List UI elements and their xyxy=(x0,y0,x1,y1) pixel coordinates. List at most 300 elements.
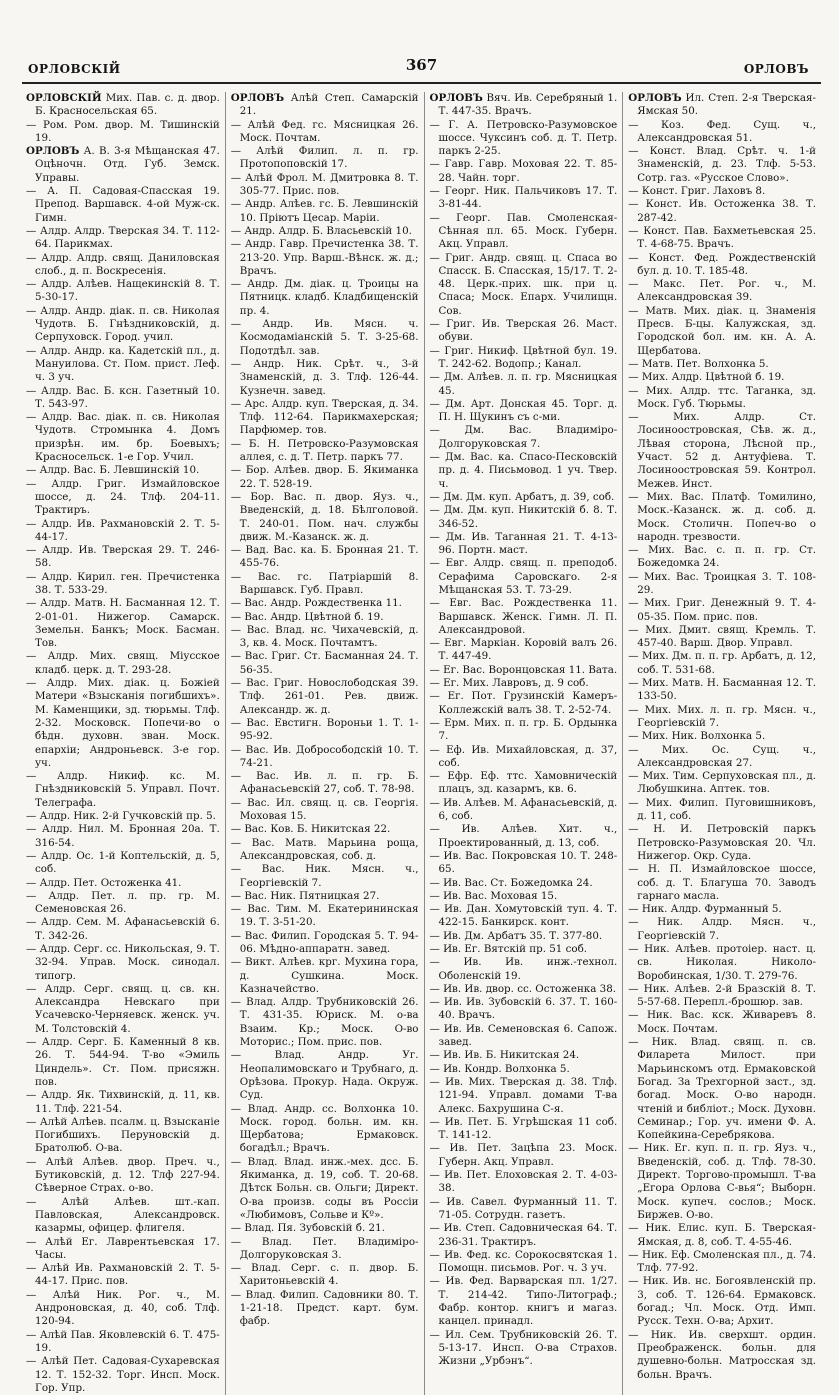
entry-text: — Ив. Савел. Фурманный 11. Т. 71-05. Сотрудн. газетъ. xyxy=(429,1195,618,1221)
entry-text: — А. П. Садовая-Спасская 19. Препод. Варшавск. 4-ой Муж-ск. Гимн. xyxy=(26,185,220,224)
directory-entry xyxy=(26,1236,220,1263)
directory-entry xyxy=(26,252,220,279)
column-4 xyxy=(622,92,821,1395)
entry-text: — Ил. Сем. Трубниковскій 26. Т. 5-13-17. Инсп. О-ва Страхов. Жизни „Урбэнъ“. xyxy=(429,1328,618,1368)
entry-text: Вяч. Ив. Серебряный 1. Т. 447-35. Врачъ. xyxy=(438,92,618,118)
entry-text: — Дм. Ив. Таганная 21. Т. 4-13-96. Портн. маст. xyxy=(429,530,618,557)
directory-entry xyxy=(26,278,220,305)
directory-entry xyxy=(628,770,816,797)
entry-text: — Андр. Дм. діак. ц. Троицы на Пятницк. кладб. Кладбищенскій пр. 4. xyxy=(230,278,419,317)
entry-text: — Алдр. Мих. діак. ц. Божіей Матери «Взысканія погибшихъ». М. Каменщики, зд. тюрьмы. Тлф. 2-32. Московск. Попечи-во о бѣдн. духовн. зван. Моск. епархіи; Андроньевск. 3-е гор. уч. xyxy=(26,677,220,769)
entry-text: — Ник. Алѣев. 2-й Бразскій 8. Т. 5-57-68. Перепл.-брошюр. зав. xyxy=(628,982,816,1009)
entry-text: — Алдр. Серг. Б. Каменный 8 кв. 26. Т. 544-94. Т-во «Эмиль Циндель». Ст. Пом. присяжн. пов. xyxy=(26,1036,220,1088)
directory-entry xyxy=(430,1196,618,1223)
directory-entry xyxy=(231,1049,419,1102)
entry-text: — Н. П. Измайловское шоссе, соб. д. Т. Благуша 70. Заводъ гарнаго масла. xyxy=(628,863,816,902)
directory-entry xyxy=(430,664,618,677)
entry-text: — Ник. Алдр. Фурманный 5. xyxy=(628,903,782,916)
entry-text: — Мих. Алдр. Цвѣтной б. 19. xyxy=(628,371,785,384)
directory-entry xyxy=(26,1329,220,1356)
header-rule xyxy=(22,82,821,84)
entry-text: — Алѣй Пет. Садовая-Сухаревская 12. Т. 152-32. Торг. Инсп. Моск. Гор. Упр. xyxy=(26,1355,220,1394)
entry-text: Мих. Пав. с. д. двор. Б. Красносельская 65. xyxy=(35,92,220,118)
entry-text: — Евг. Маркіан. Коровій валъ 26. Т. 447-49. xyxy=(429,637,618,663)
directory-entry xyxy=(231,225,419,238)
directory-entry xyxy=(430,158,618,185)
entry-text: — Г. А. Петровско-Разумовское шоссе. Чуксинъ соб. д. Т. Петр. паркъ 2-25. xyxy=(429,118,618,158)
directory-entry xyxy=(231,571,419,598)
directory-entry xyxy=(26,1289,220,1329)
directory-entry xyxy=(628,411,816,491)
directory-entry xyxy=(628,704,816,731)
directory-entry xyxy=(628,571,816,598)
entry-text: — Алдр. Пет. Остоженка 41. xyxy=(26,876,182,889)
directory-entry xyxy=(430,1063,618,1076)
directory-entry xyxy=(231,930,419,957)
directory-entry xyxy=(231,650,419,677)
directory-entry xyxy=(628,1222,816,1249)
directory-entry xyxy=(26,185,220,225)
directory-entry xyxy=(231,145,419,172)
directory-entry xyxy=(26,677,220,770)
entry-text: — Ив. Алѣев. М. Афанасьевскій, д. 6, соб. xyxy=(429,796,618,823)
directory-entry xyxy=(430,451,618,491)
directory-entry xyxy=(430,398,618,425)
entry-text: — Конст. Влад. Срѣт. ч. 1-й Знаменскій, д. 23. Тлф. 5-53. Сотр. газ. «Русское Слово». xyxy=(628,145,816,184)
directory-entry xyxy=(628,371,816,384)
directory-entry xyxy=(430,943,618,956)
entry-text: — Алѣй Ив. Рахмановскій 2. Т. 5-44-17. Прис. пов. xyxy=(26,1262,220,1288)
entry-text: — Вас. Ник. Пятницкая 27. xyxy=(230,889,380,902)
entry-text: — Григ. Ив. Тверская 26. Маст. обуви. xyxy=(429,318,618,344)
entry-text: — Георг. Пав. Смоленская-Сѣнная пл. 65. Моск. Губерн. Акц. Управл. xyxy=(429,211,618,251)
directory-entry xyxy=(430,212,618,252)
directory-entry xyxy=(231,597,419,610)
directory-entry xyxy=(26,411,220,464)
directory-entry xyxy=(430,996,618,1023)
directory-entry xyxy=(231,278,419,318)
entry-text: — Мих. Ник. Волхонка 5. xyxy=(628,730,766,743)
directory-entry xyxy=(26,810,220,823)
entry-text: — Мих. Вас. Платф. Томилино, Моск.-Казанск. ж. д. соб. д. Моск. Столичн. Попеч-во о народн. трезвости. xyxy=(628,490,816,543)
entry-text: — Ром. Ром. двор. М. Тишинскій 19. xyxy=(26,118,220,144)
entry-text: — Вас. Влад. нс. Чихачевскій, д. 3, кв. 4. Моск. Почтамтъ. xyxy=(230,623,419,650)
directory-entry xyxy=(26,1156,220,1196)
directory-entry xyxy=(231,1262,419,1289)
entry-text: — Алдр. Сем. М. Афанасьевскій 6. Т. 342-26. xyxy=(26,916,220,942)
entry-text: — Алѣй Пав. Яковлевскій 6. Т. 475-19. xyxy=(26,1328,220,1354)
entry-text: — Ив. Ив. двор. сс. Остоженка 38. xyxy=(429,982,617,995)
entry-text: — Мих. Алдр. Ст. Лосиноостровская, Сѣв. ж. д., Лѣвая сторона, Лѣсной пр., Участ. 52 д. Антуфіева. Т. Лосиноостровская 59. Контрол. Межев. Инст. xyxy=(628,411,816,490)
directory-entry xyxy=(26,850,220,877)
directory-entry xyxy=(430,557,618,597)
entry-text: — Макс. Пет. Рог. ч., М. Александровская 39. xyxy=(628,278,816,304)
entry-text: — Алдр. Алѣев. Нащекинскій 8. Т. 5-30-17. xyxy=(26,278,220,304)
entry-text: — Алѣй Алѣев. шт.-кап. Павловская, Александровск. казармы, офицер. флигеля. xyxy=(26,1195,220,1235)
directory-entry xyxy=(430,797,618,824)
page-number: 367 xyxy=(405,56,438,74)
directory-entry xyxy=(430,1222,618,1249)
directory-entry xyxy=(430,1142,618,1169)
directory-entry xyxy=(628,119,816,146)
entry-text: — Георг. Ник. Пальчиковъ 17. Т. 3-81-44. xyxy=(429,185,618,211)
directory-entry xyxy=(628,305,816,358)
directory-columns xyxy=(26,92,821,1394)
directory-entry xyxy=(628,624,816,651)
entry-text: — Алѣй Ег. Лаврентьевская 17. Часы. xyxy=(26,1235,220,1261)
entry-text: — Мих. Дмит. свящ. Кремль. Т. 457-40. Варш. Двор. Управл. xyxy=(628,623,816,650)
entry-text: — Влад. Филип. Садовники 80. Т. 1-21-18. Предст. карт. бум. фабр. xyxy=(230,1288,419,1328)
entry-text: — Ег. Пот. Грузинскій Камеръ-Коллежскій валъ 38. Т. 2-52-74. xyxy=(429,690,618,716)
directory-entry xyxy=(231,544,419,571)
directory-entry xyxy=(430,119,618,159)
directory-entry xyxy=(26,225,220,252)
column-2 xyxy=(225,92,424,1395)
entry-text: — Ник. Ег. куп. п. п. гр. Яуз. ч., Введенскій, соб. д. Тлф. 78-30. Директ. Торгово-промышл. Т-ва „Егора Орлова С-вья“; Выборн. Моск. купеч. сослов.; Моск. Биржев. О-во. xyxy=(628,1142,816,1221)
running-head-left: ОРЛОВСКІЙ xyxy=(28,62,121,76)
directory-entry xyxy=(26,916,220,943)
directory-entry xyxy=(26,544,220,571)
entry-text: — Алдр. Ос. 1-й Коптельскій, д. 5, соб. xyxy=(26,849,220,876)
entry-text: — Дм. Вас. ка. Спасо-Песковскій пр. д. 4. Письмовод. 1 уч. Твер. ч. xyxy=(429,451,618,490)
entry-text: — Андр. Алдр. Б. Власьевскій 10. xyxy=(230,224,412,237)
directory-entry xyxy=(231,172,419,199)
entry-text: — Алдр. Алдр. Тверская 34. Т. 112-64. Парикмах. xyxy=(26,224,220,251)
entry-text: — Евг. Алдр. свящ. п. преподоб. Серафима Саровскаго. 2-я Мѣщанская 53. Т. 73-29. xyxy=(429,557,618,596)
entry-text: — Вас. Григ. Ст. Басманная 24. Т. 56-35. xyxy=(230,650,419,676)
entry-text: — Вас. Филип. Городская 5. Т. 94-06. Мѣдно-аппаратн. завед. xyxy=(230,929,419,955)
directory-entry xyxy=(628,730,816,743)
entry-text: — Ник. Ив. нс. Богоявленскій пр. 3, соб. Т. 126-64. Ермаковск. богад.; Чл. Моск. Отд. Имп. Русск. Техн. О-ва; Архит. xyxy=(628,1275,816,1328)
entry-text: — Влад. Пет. Владиміро-Долгоруковская 3. xyxy=(230,1235,419,1261)
entry-text: — Ив. Вас. Моховая 15. xyxy=(429,889,558,902)
directory-entry xyxy=(430,1249,618,1276)
entry-text: — Вас. Андр. Цвѣтной б. 19. xyxy=(230,610,384,623)
directory-entry xyxy=(430,491,618,504)
directory-entry xyxy=(430,850,618,877)
surname-heading: ОРЛОВЪ xyxy=(628,92,682,104)
directory-entry xyxy=(628,198,816,225)
directory-entry xyxy=(628,677,816,704)
entry-text: — Вас. Андр. Рождественка 11. xyxy=(230,597,402,610)
directory-entry xyxy=(26,305,220,345)
directory-entry xyxy=(430,252,618,318)
entry-text: — Вас. Григ. Новослободская 39. Тлф. 261-01. Рев. движ. Александр. ж. д. xyxy=(230,677,419,716)
entry-text: — Ив. Ив. инж.-технол. Оболенскій 19. xyxy=(429,956,618,982)
directory-entry xyxy=(628,903,816,916)
directory-entry xyxy=(26,770,220,810)
entry-text: — Ив. Пет. Елоховская 2. Т. 4-03-38. xyxy=(429,1169,618,1195)
entry-text: — Алдр. Пет. л. пр. гр. М. Семеновская 26. xyxy=(26,889,220,916)
entry-text: — Ив. Фед. кс. Сорокосвятская 1. Помощн. письмов. Рог. ч. 3 уч. xyxy=(429,1248,618,1275)
entry-text: — Влад. Андр. Уг. Неопалимовскаго и Трубнаго, д. Орѣзова. Прокур. Нада. Окруж. Суд. xyxy=(230,1049,419,1102)
entry-text: — Ив. Дм. Арбатъ 35. Т. 377-80. xyxy=(429,929,603,942)
directory-entry xyxy=(628,491,816,544)
directory-entry xyxy=(430,92,618,119)
entry-text: — Гавр. Гавр. Моховая 22. Т. 85-28. Чайн. торг. xyxy=(429,158,618,184)
directory-entry xyxy=(231,677,419,717)
directory-entry xyxy=(26,345,220,385)
entry-text: — Ив. Ив. Зубовскій 6. 37. Т. 160-40. Врачъ. xyxy=(429,996,618,1022)
directory-entry xyxy=(430,504,618,531)
entry-text: — Ив. Пет. Зацѣпа 23. Моск. Губерн. Акц. Управл. xyxy=(429,1142,618,1168)
directory-entry xyxy=(26,650,220,677)
directory-entry xyxy=(231,956,419,996)
entry-text: — Алдр. Андр. ка. Кадетскій пл., д. Мануилова. Ст. Пом. прист. Леф. ч. 3 уч. xyxy=(26,344,220,384)
directory-entry xyxy=(628,92,816,119)
entry-text: — Алѣй Алѣев. двор. Преч. ч., Бутиковскій, д. 12. Тлф 227-94. Сѣверное Страх. о-во. xyxy=(26,1155,220,1195)
directory-entry xyxy=(430,890,618,903)
entry-text: — Еф. Ив. Михайловская, д. 37, соб. xyxy=(429,743,618,769)
entry-text: — Мих. Мих. л. п. гр. Мясн. ч., Георгіевскій 7. xyxy=(628,703,816,729)
directory-entry xyxy=(231,624,419,651)
directory-entry xyxy=(430,185,618,212)
entry-text: — Вас. Евстигн. Вороньи 1. Т. 1-95-92. xyxy=(230,716,419,743)
page-header xyxy=(22,56,821,78)
directory-entry xyxy=(26,385,220,412)
entry-text: — Матв. Мих. діак. ц. Знаменія Пресв. Б-цы. Калужская, зд. Городской бол. им. кн. А. А. Щербатова. xyxy=(628,304,816,357)
entry-text: — Ив. Ив. Б. Никитская 24. xyxy=(429,1049,580,1062)
entry-text: — Ив. Фед. Варварская пл. 1/27. Т. 214-42. Типо-Литограф.; Фабр. контор. книгъ и магаз. канцел. принадл. xyxy=(429,1275,618,1328)
entry-text: — Вас. Ив. л. п. гр. Б. Афанасьевскій 27, соб. Т. 78-98. xyxy=(230,770,419,796)
directory-entry xyxy=(26,1036,220,1089)
directory-entry xyxy=(430,371,618,398)
entry-text: — Н. И. Петровскій паркъ Петровско-Разумовская 20. Чл. Нижегор. Окр. Суда. xyxy=(628,823,816,862)
directory-entry xyxy=(231,198,419,225)
entry-text: — Б. Н. Петровско-Разумовская аллея, с. д. Т. Петр. паркъ 77. xyxy=(230,437,419,464)
directory-entry xyxy=(430,597,618,637)
directory-entry xyxy=(430,930,618,943)
entry-text: — Ег. Мих. Лавровъ, д. 9 соб. xyxy=(429,677,589,690)
entry-text: — Ив. Ив. Семеновская 6. Сапож. завед. xyxy=(429,1022,618,1049)
entry-text: — Вас. Ник. Мясн. ч., Георгіевскій 7. xyxy=(230,863,419,889)
entry-text: — Алѣй Фед. гс. Мясницкая 26. Моск. Почтам. xyxy=(230,118,419,144)
directory-entry xyxy=(628,744,816,771)
entry-text: — Алѣй Филип. л. п. гр. Протопоповскій 17. xyxy=(230,145,419,171)
entry-text: — Алдр. Андр. діак. п. св. Николая Чудотв. Б. Гнѣздниковскій, д. Серпуховск. Город. учил. xyxy=(26,304,220,344)
directory-entry xyxy=(231,770,419,797)
directory-entry xyxy=(628,916,816,943)
surname-heading: ОРЛОВЪ xyxy=(429,92,483,104)
entry-text: — Влад. Влад. инж.-мех. дсс. Б. Якиманка, д. 19, соб. Т. 20-68. Дѣтск Больн. св. Ольги; Директ. О-ва произв. соды въ Россіи «Любимовъ, Сольве и Кº». xyxy=(230,1155,419,1221)
entry-text: — Алдр. Серг. свящ. ц. св. кн. Александра Невскаго при Усачевско-Черняевск. женск. уч. М. Толстовскій 4. xyxy=(26,982,220,1035)
directory-entry xyxy=(231,717,419,744)
directory-entry xyxy=(628,983,816,1010)
entry-text: — Ник. Елис. куп. Б. Тверская-Ямская, д. 8, соб. Т. 4-55-46. xyxy=(628,1222,816,1248)
entry-text: — Алѣй Алѣев. псалм. ц. Взысканіе Погибшихъ. Перуновскій д. Братолюб. О-ва. xyxy=(26,1115,220,1155)
entry-text: — Конст. Пав. Бахметьевская 25. Т. 4-68-75. Врачъ. xyxy=(628,224,816,251)
entry-text: — Ерм. Мих. п. п. гр. Б. Ордынка 7. xyxy=(429,716,618,743)
directory-entry xyxy=(26,877,220,890)
directory-entry xyxy=(430,1329,618,1369)
directory-entry xyxy=(628,185,816,198)
directory-entry xyxy=(628,385,816,412)
surname-heading: ОРЛОВЪ xyxy=(230,92,285,104)
directory-entry xyxy=(231,903,419,930)
entry-text: — Ник. Влад. свящ. п. св. Филарета Милост. при Марьинскомъ отд. Ермаковской Богад. За Трехгорной заст., зд. богад. Моск. О-во народн. чтеній и библіот.; Моск. Духовн. Семинар.; Гор. уч. имени Ф. А. Копейкина-Серебрякова. xyxy=(628,1036,816,1142)
entry-text: — Алѣй Фрол. М. Дмитровка 8. Т. 305-77. Прис. пов. xyxy=(230,171,419,198)
entry-text: — Ег. Вас. Воронцовская 11. Вата. xyxy=(429,663,618,676)
entry-text: — Дм. Вас. Владиміро-Долгоруковская 7. xyxy=(429,424,618,450)
directory-entry xyxy=(430,823,618,850)
directory-entry xyxy=(26,1116,220,1156)
directory-entry xyxy=(26,1262,220,1289)
column-3 xyxy=(424,92,623,1395)
directory-entry xyxy=(231,744,419,771)
entry-text: — Влад. Алдр. Трубниковскій 26. Т. 431-35. Юриск. М. о-ва Взаим. Кр.; Моск. О-во Моторис.; Пом. прис. пов. xyxy=(230,996,419,1049)
directory-entry xyxy=(26,478,220,518)
entry-text: — Андр. Ник. Срѣт. ч., 3-й Знаменскій, д. 3. Тлф. 126-44. Кузнечн. завед. xyxy=(230,357,419,397)
directory-entry xyxy=(231,797,419,824)
directory-entry xyxy=(231,863,419,890)
directory-entry xyxy=(231,238,419,278)
directory-entry xyxy=(26,571,220,598)
directory-entry xyxy=(26,92,220,119)
directory-entry xyxy=(628,1329,816,1382)
entry-text: — Алдр. Серг. сс. Никольская, 9. Т. 32-94. Управ. Моск. синодал. типогр. xyxy=(26,943,220,982)
directory-entry xyxy=(628,278,816,305)
directory-entry xyxy=(628,1036,816,1142)
entry-text: — Дм. Дм. куп. Никитскій б. 8. Т. 346-52. xyxy=(429,504,618,530)
entry-text: — Алдр. Никиф. кс. М. Гнѣздниковскій 5. Управл. Почт. Телеграфа. xyxy=(26,770,220,809)
entry-text: — Алдр. Матв. Н. Басманная 12. Т. 2-01-01. Нижегор. Самарск. Земельн. Банкъ; Моск. Басман. Тов. xyxy=(26,597,220,650)
directory-entry xyxy=(231,438,419,465)
entry-text: — Ник. Ив. сверхшт. ордин. Преображенск. больн. для душевно-больн. Матросская зд. больн. Врачъ. xyxy=(628,1328,816,1381)
entry-text: — Ив. Вас. Ст. Божедомка 24. xyxy=(429,876,593,889)
entry-text: — Матв. Пет. Волхонка 5. xyxy=(628,357,769,370)
entry-text: — Вас. Ков. Б. Никитская 22. xyxy=(230,823,391,836)
directory-entry xyxy=(430,956,618,983)
directory-entry xyxy=(231,318,419,358)
entry-text: — Дм. Алѣев. л. п. гр. Мясницкая 45. xyxy=(429,371,618,397)
directory-entry xyxy=(430,1049,618,1062)
entry-text: — Конст. Ив. Остоженка 38. Т. 287-42. xyxy=(628,198,816,224)
entry-text: — Алдр. Ив. Тверская 29. Т. 246-58. xyxy=(26,544,220,570)
entry-text: — Вас. Ил. свящ. ц. св. Георгія. Моховая 15. xyxy=(230,796,419,823)
directory-entry xyxy=(26,1196,220,1236)
directory-entry xyxy=(430,677,618,690)
entry-text: — Мих. Тим. Серпуховская пл., д. Любушкина. Аптек. тов. xyxy=(628,770,816,796)
entry-text: — Влад. Андр. сс. Волхонка 10. Моск. город. больн. им. кн. Щербатова; Ермаковск. богадѣл.; Врачъ. xyxy=(230,1102,419,1155)
entry-text: — Алдр. Ник. 2-й Гучковскій пр. 5. xyxy=(26,810,216,823)
entry-text: А. В. 3-я Мѣщанская 47. Оцѣночн. Отд. Губ. Земск. Управы. xyxy=(35,145,220,184)
entry-text: — Алѣй Ник. Рог. ч., М. Андроновская, д. 40, соб. Тлф. 120-94. xyxy=(26,1288,220,1328)
directory-entry xyxy=(231,119,419,146)
directory-entry xyxy=(628,1249,816,1276)
entry-text: — Викт. Алѣев. крг. Мухина гора, д. Сушкина. Моск. Казначейство. xyxy=(230,956,419,995)
directory-entry xyxy=(628,145,816,185)
directory-entry xyxy=(26,943,220,983)
directory-entry xyxy=(231,491,419,544)
entry-text: — Григ. Андр. свящ. ц. Спаса во Спасск. Б. Спасская, 15/17. Т. 2-48. Церк.-прих. шк. при ц. Спаса; Моск. Епарх. Училищн. Сов. xyxy=(429,251,618,317)
entry-text: — Андр. Гавр. Пречистенка 38. Т. 213-20. Упр. Варш.-Вѣнск. ж. д.; Врачъ. xyxy=(230,238,419,277)
directory-entry xyxy=(231,823,419,836)
directory-entry xyxy=(628,1009,816,1036)
directory-entry xyxy=(430,690,618,717)
directory-entry xyxy=(231,1289,419,1329)
entry-text: — Мих. Дм. п. п. гр. Арбатъ, д. 12, соб. Т. 531-68. xyxy=(628,650,816,676)
directory-entry xyxy=(430,318,618,345)
directory-entry xyxy=(628,225,816,252)
directory-entry xyxy=(26,890,220,917)
directory-entry xyxy=(231,1236,419,1263)
entry-text: — Ник. Еф. Смоленская пл., д. 74. Тлф. 77-92. xyxy=(628,1248,816,1275)
entry-text: — Мих. Вас. Троицкая 3. Т. 108-29. xyxy=(628,570,816,596)
entry-text: — Ник. Вас. кск. Живаревъ 8. Моск. Почтам. xyxy=(628,1009,816,1035)
directory-entry xyxy=(628,252,816,279)
entry-text: — Ник. Алѣев. протоіер. наст. ц. св. Николая. Николо-Воробинская, 1/30. Т. 279-76. xyxy=(628,943,816,982)
directory-entry xyxy=(430,744,618,771)
entry-text: Ил. Степ. 2-я Тверская-Ямская 50. xyxy=(637,92,816,118)
directory-entry xyxy=(628,1142,816,1222)
entry-text: — Алдр. Ив. Рахмановскій 2. Т. 5-44-17. xyxy=(26,517,220,543)
directory-entry xyxy=(430,1275,618,1328)
directory-entry xyxy=(26,597,220,650)
entry-text: — Андр. Алѣев. гс. Б. Левшинскій 10. Пріютъ Цесар. Маріи. xyxy=(230,198,419,224)
directory-entry xyxy=(231,1156,419,1222)
entry-text: — Алдр. Григ. Измайловское шоссе, д. 24. Тлф. 204-11. Трактиръ. xyxy=(26,477,220,517)
entry-text: Алѣй Степ. Самарскій 21. xyxy=(239,92,419,118)
directory-entry xyxy=(430,1169,618,1196)
directory-entry xyxy=(231,92,419,119)
entry-text: — Ив. Дан. Хомутовскій туп. 4. Т. 422-15. Банкирск. конт. xyxy=(429,903,618,929)
entry-text: — Ив. Мих. Тверская д. 38. Тлф. 121-94. Управл. домами Т-ва Алекс. Бахрушина С-я. xyxy=(429,1075,618,1115)
entry-text: — Алдр. Вас. Б. ксн. Газетный 10. Т. 543-97. xyxy=(26,384,220,410)
entry-text: — Коз. Фед. Сущ. ч., Александровская 51. xyxy=(628,118,816,144)
entry-text: — Мих. Ос. Сущ. ч., Александровская 27. xyxy=(628,743,816,769)
entry-text: — Бор. Алѣев. двор. Б. Якиманка 22. Т. 528-19. xyxy=(230,464,419,490)
directory-entry xyxy=(26,119,220,146)
directory-entry xyxy=(628,797,816,824)
entry-text: — Мих. Матв. Н. Басманная 12. Т. 133-50. xyxy=(628,677,816,703)
directory-entry xyxy=(231,464,419,491)
entry-text: — Григ. Никиф. Цвѣтной бул. 19. Т. 242-62. Водопр.; Канал. xyxy=(429,344,618,370)
entry-text: — Алдр. Кирил. ген. Пречистенка 38. Т. 533-29. xyxy=(26,570,220,596)
entry-text: — Алдр. Мих. свящ. Міусское кладб. церк. д. Т. 293-28. xyxy=(26,650,220,676)
entry-text: — Ив. Пет. Б. Угрѣшская 11 соб. Т. 141-12. xyxy=(429,1115,618,1142)
entry-text: — Ив. Степ. Садовническая 64. Т. 236-31. Трактиръ. xyxy=(429,1222,618,1248)
entry-text: — Алдр. Як. Тихвинскій, д. 11, кв. 11. Тлф. 221-54. xyxy=(26,1089,220,1115)
directory-entry xyxy=(430,983,618,996)
directory-entry xyxy=(628,943,816,983)
directory-entry xyxy=(231,358,419,398)
entry-text: — Алдр. Алдр. свящ. Даниловская слоб., д. п. Воскресенія. xyxy=(26,251,220,277)
directory-entry xyxy=(231,996,419,1049)
directory-entry xyxy=(231,398,419,438)
entry-text: — Мих. Вас. с. п. п. гр. Ст. Божедомка 24. xyxy=(628,544,816,570)
surname-heading: ОРЛОВСКІЙ xyxy=(26,92,102,104)
directory-entry xyxy=(430,717,618,744)
directory-entry xyxy=(26,145,220,185)
entry-text: — Влад. Пя. Зубовскій б. 21. xyxy=(230,1222,385,1235)
directory-entry xyxy=(231,890,419,903)
entry-text: — Вас. Матв. Марьина роща, Александровская, соб. д. xyxy=(230,836,419,862)
directory-entry xyxy=(430,1076,618,1116)
surname-heading: ОРЛОВЪ xyxy=(26,145,80,158)
entry-text: — Андр. Ив. Мясн. ч. Космодаміанскій 5. Т. 3-25-68. Подотдѣл. зав. xyxy=(230,318,419,357)
entry-text: — Ив. Ег. Вятскій пр. 51 соб. xyxy=(429,943,588,955)
entry-text: — Ив. Вас. Покровская 10. Т. 248-65. xyxy=(429,849,618,876)
entry-text: — Вас. Ив. Добросободскій 10. Т. 74-21. xyxy=(230,743,419,769)
entry-text: — Ефр. Еф. ттс. Хамовническій плацъ, зд. казармъ, кв. 6. xyxy=(429,770,618,796)
entry-text: — Ив. Алѣев. Хит. ч., Проектированный, д. 13, соб. xyxy=(429,823,618,849)
directory-entry xyxy=(26,518,220,545)
entry-text: — Вас. Тим. М. Екатерининская 19. Т. 3-51-20. xyxy=(230,903,419,929)
directory-entry xyxy=(26,1355,220,1395)
entry-text: — Бор. Вас. п. двор. Яуз. ч., Введенскій, д. 18. Бѣлголовой. Т. 240-01. Пом. нач. службы движ. М.-Казанск. ж. д. xyxy=(230,490,419,543)
entry-text: — Ив. Кондр. Волхонка 5. xyxy=(429,1062,570,1075)
directory-entry xyxy=(430,1116,618,1143)
